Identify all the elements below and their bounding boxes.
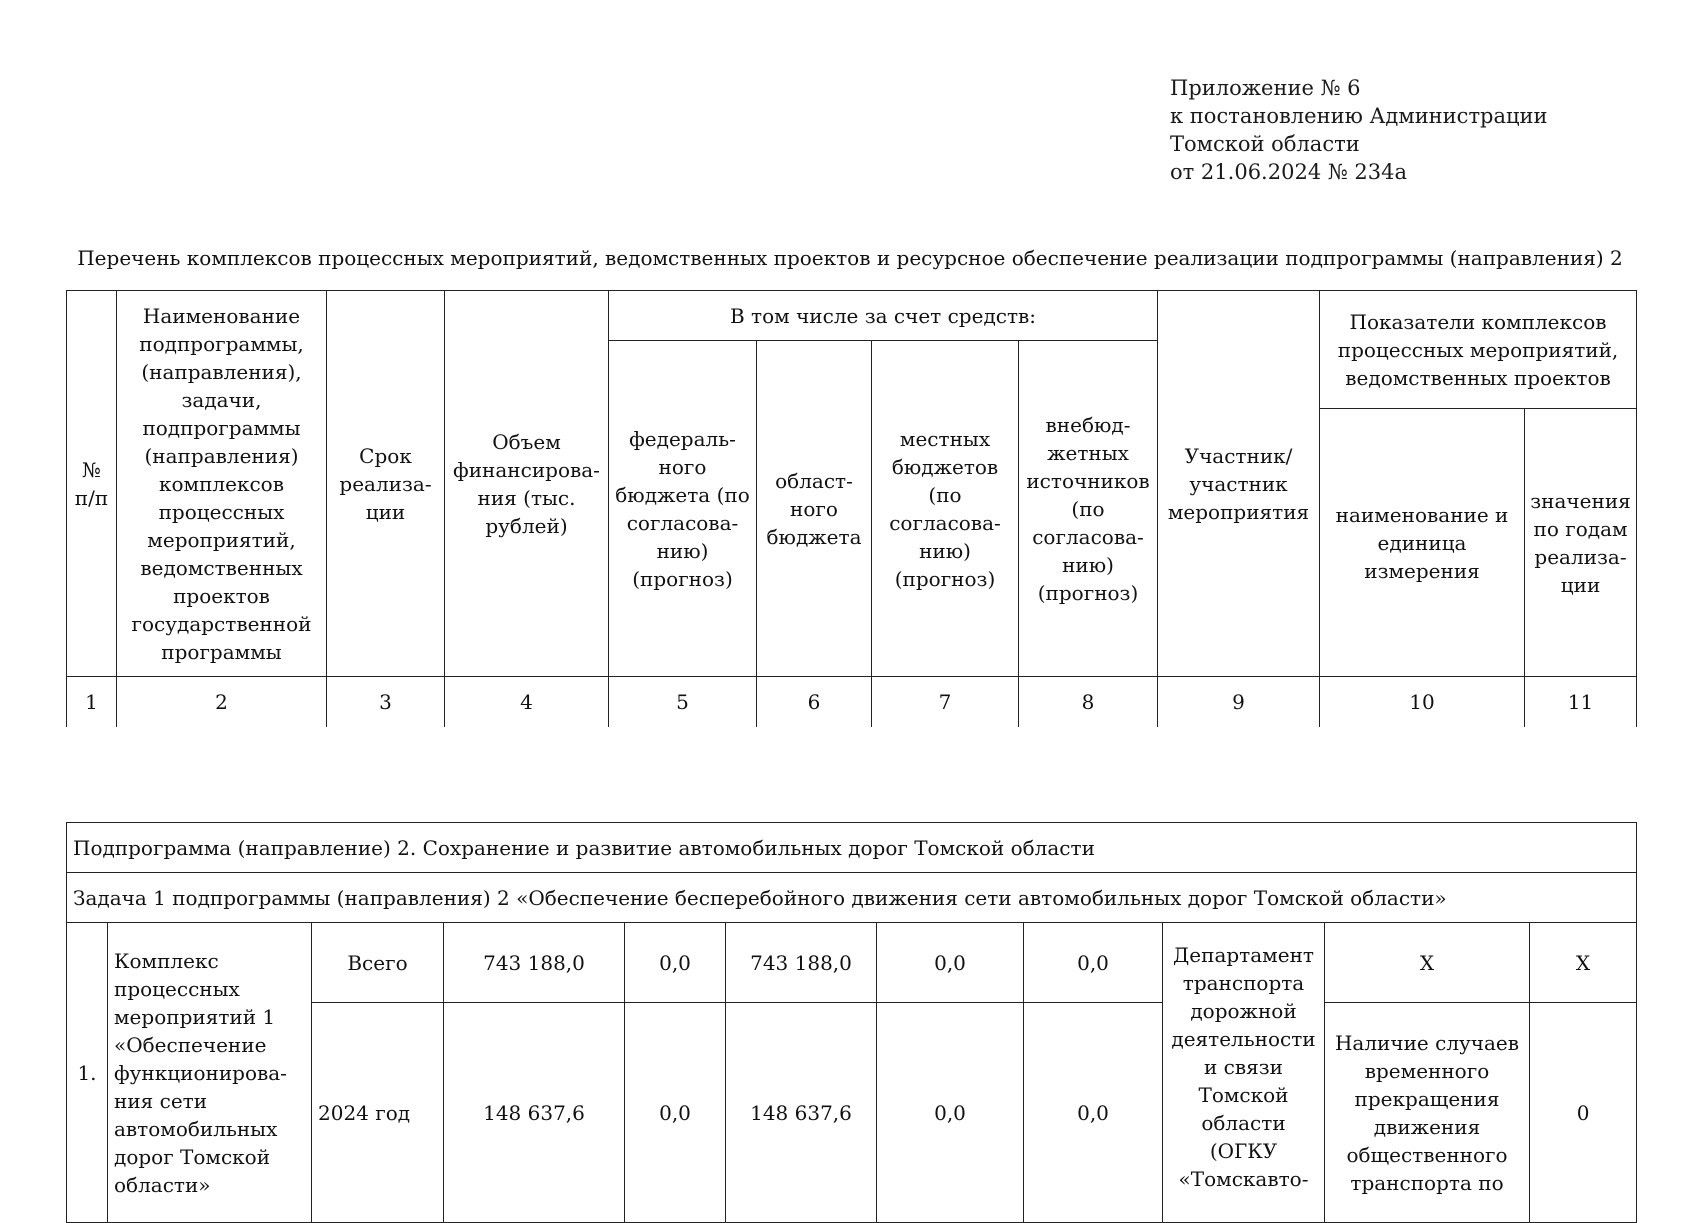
cell-offbudget: 0,0 <box>1024 923 1163 1003</box>
col-number-4: 4 <box>445 677 609 727</box>
appendix-line-4: от 21.06.2024 № 234а <box>1170 160 1407 184</box>
col-number-9: 9 <box>1158 677 1320 727</box>
header-regional: област- ного бюджета <box>757 341 872 677</box>
header-volume: Объем финансирова- ния (тыс. рублей) <box>445 291 609 677</box>
cell-volume: 743 188,0 <box>444 923 625 1003</box>
header-offbudget: внебюд- жетных источников (по согласова- нию) (прогноз) <box>1019 341 1158 677</box>
cell-federal: 0,0 <box>625 923 726 1003</box>
header-term: Срок реализа- ции <box>327 291 445 677</box>
col-number-2: 2 <box>117 677 327 727</box>
cell-indicator-values: 0 <box>1530 1003 1637 1223</box>
col-number-10: 10 <box>1320 677 1525 727</box>
item-name: Комплекс процессных мероприятий 1 «Обеспечение функционирова- ния сети автомобильных дорог Томской области» <box>108 923 312 1223</box>
cell-indicator-values: Х <box>1530 923 1637 1003</box>
appendix-line-2: к постановлению Администрации <box>1170 104 1548 128</box>
header-local: местных бюджетов (по согласова- нию) (прогноз) <box>872 341 1019 677</box>
cell-federal: 0,0 <box>625 1003 726 1223</box>
cell-term: 2024 год <box>312 1003 444 1223</box>
col-number-1: 1 <box>67 677 117 727</box>
header-participant: Участник/ участник мероприятия <box>1158 291 1320 677</box>
header-indicator-values: значения по годам реализа- ции <box>1525 409 1637 677</box>
header-num: № п/п <box>67 291 117 677</box>
col-number-5: 5 <box>609 677 757 727</box>
header-federal: федераль- ного бюджета (по согласова- нию) (прогноз) <box>609 341 757 677</box>
table-header <box>66 290 1637 727</box>
task-row: Задача 1 подпрограммы (направления) 2 «Обеспечение бесперебойного движения сети автомобильных дорог Томской области» <box>67 873 1637 923</box>
col-number-8: 8 <box>1019 677 1158 727</box>
header-indicators-group: Показатели комплексов процессных мероприятий, ведомственных проектов <box>1320 291 1637 409</box>
document-title: Перечень комплексов процессных мероприятий, ведомственных проектов и ресурсное обеспечение реализации подпрограммы (направления) 2 <box>77 246 1623 270</box>
appendix-block <box>1170 74 1548 186</box>
cell-regional: 148 637,6 <box>726 1003 877 1223</box>
cell-indicator-name: Наличие случаев временного прекращения движения общественного транспорта по <box>1325 1003 1530 1223</box>
appendix-line-1: Приложение № 6 <box>1170 76 1361 100</box>
subprogram-row: Подпрограмма (направление) 2. Сохранение и развитие автомобильных дорог Томской области <box>67 823 1637 873</box>
cell-local: 0,0 <box>877 923 1024 1003</box>
cell-volume: 148 637,6 <box>444 1003 625 1223</box>
header-indicator-name: наименование и единица измерения <box>1320 409 1525 677</box>
col-number-7: 7 <box>872 677 1019 727</box>
table-body <box>66 822 1637 1223</box>
col-number-3: 3 <box>327 677 445 727</box>
cell-offbudget: 0,0 <box>1024 1003 1163 1223</box>
header-name: Наименование подпрограммы, (направления), задачи, подпрограммы (направления) комплексов процессных мероприятий, ведомственных проектов государственной программы <box>117 291 327 677</box>
item-participant: Департамент транспорта дорожной деятельности и связи Томской области (ОГКУ «Томскавто- <box>1163 923 1325 1223</box>
cell-term: Всего <box>312 923 444 1003</box>
item-number: 1. <box>67 923 108 1223</box>
table-row <box>67 923 1637 1003</box>
header-incl-group: В том числе за счет средств: <box>609 291 1158 341</box>
col-number-6: 6 <box>757 677 872 727</box>
col-number-11: 11 <box>1525 677 1637 727</box>
cell-regional: 743 188,0 <box>726 923 877 1003</box>
cell-indicator-name: Х <box>1325 923 1530 1003</box>
appendix-line-3: Томской области <box>1170 132 1360 156</box>
cell-local: 0,0 <box>877 1003 1024 1223</box>
